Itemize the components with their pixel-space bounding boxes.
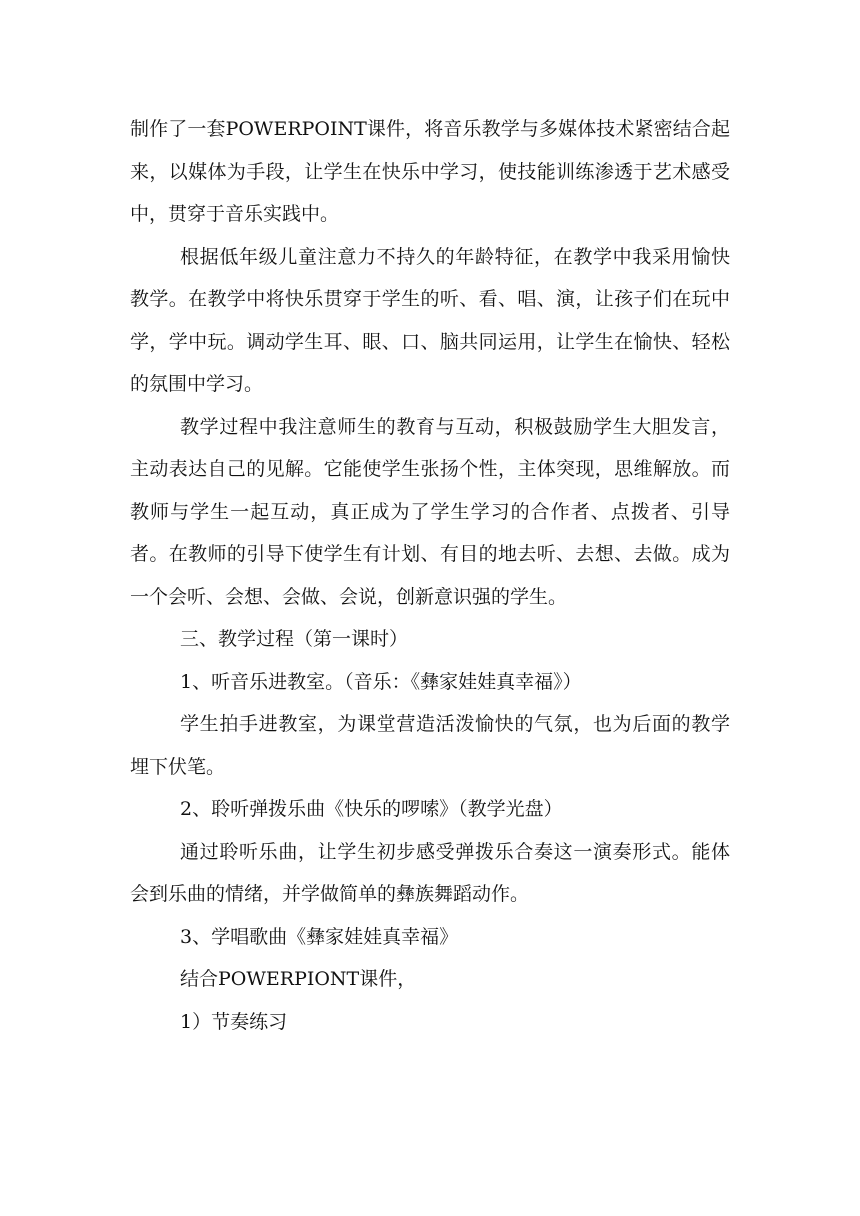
paragraph-interaction: 教学过程中我注意师生的教育与互动，积极鼓励学生大胆发言，主动表达自己的见解。它能使学生张扬个性，主体突现，思维解放。而教师与学生一起互动，真正成为了学生学习的合作者、点拨者、引导者。在教师的引导下使学生有计划、有目的地去听、去想、去做。成为一个会听、会想、会做、会说，创新意识强的学生。 bbox=[130, 415, 730, 608]
document-body bbox=[130, 108, 730, 1043]
step-2-description: 通过聆听乐曲，让学生初步感受弹拨乐合奏这一演奏形式。能体会到乐曲的情绪，并学做简单的彝族舞蹈动作。 bbox=[130, 840, 730, 905]
step-3-courseware-note: 结合POWERPIONT课件， bbox=[180, 968, 417, 990]
step-2-heading: 2、聆听弹拨乐曲《快乐的啰嗦》（教学光盘） bbox=[180, 798, 563, 820]
step-1-description: 学生拍手进教室，为课堂营造活泼愉快的气氛，也为后面的教学埋下伏笔。 bbox=[130, 713, 730, 778]
step-3-substep-rhythm: 1）节奏练习 bbox=[180, 1010, 288, 1033]
paragraph-intro: 制作了一套POWERPOINT课件，将音乐教学与多媒体技术紧密结合起来，以媒体为手段，让学生在快乐中学习，使技能训练渗透于艺术感受中，贯穿于音乐实践中。 bbox=[130, 118, 730, 225]
step-1-heading: 1、听音乐进教室。（音乐：《彝家娃娃真幸福》） bbox=[180, 670, 582, 693]
section-heading-teaching-process: 三、教学过程（第一课时） bbox=[180, 628, 409, 650]
paragraph-teaching-method: 根据低年级儿童注意力不持久的年龄特征，在教学中我采用愉快教学。在教学中将快乐贯穿于学生的听、看、唱、演，让孩子们在玩中学，学中玩。调动学生耳、眼、口、脑共同运用，让学生在愉快、轻松的氛围中学习。 bbox=[130, 245, 730, 395]
step-3-heading: 3、学唱歌曲《彝家娃娃真幸福》 bbox=[180, 925, 459, 948]
